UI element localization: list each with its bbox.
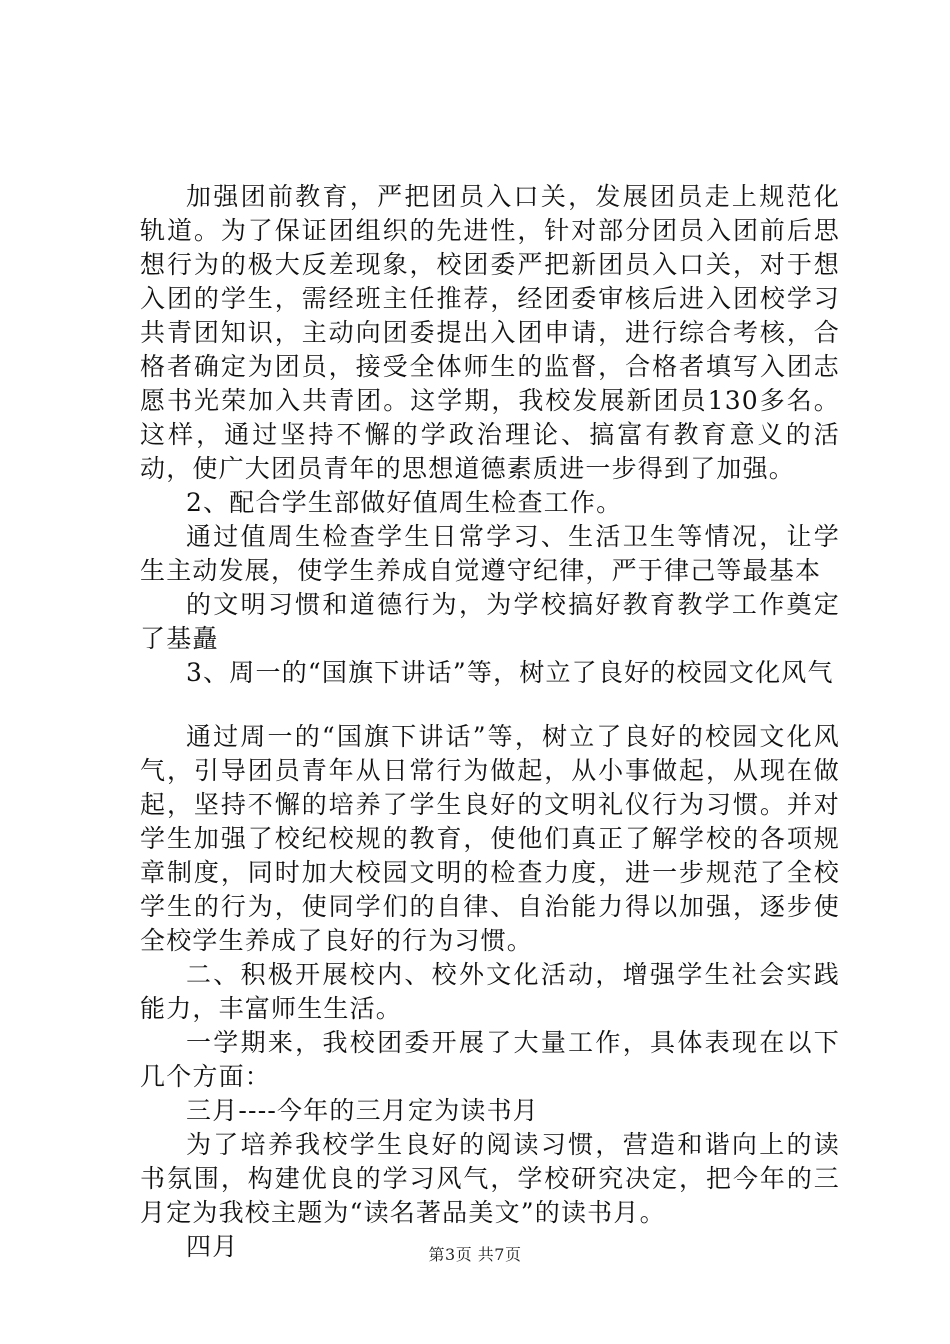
paragraph-duty-inspection: 通过值周生检查学生日常学习、生活卫生等情况，让学生主动发展，使学生养成自觉遵守纪律，严于律己等最基本 xyxy=(140,522,840,585)
paragraph-work-summary: 一学期来，我校团委开展了大量工作，具体表现在以下几个方面： xyxy=(140,1028,840,1091)
heading-cultural-activities: 二、积极开展校内、校外文化活动，增强学生社会实践能力，丰富师生生活。 xyxy=(140,960,840,1023)
heading-flag-speech: 3、周一的“国旗下讲话”等，树立了良好的校园文化风气 xyxy=(186,658,834,687)
page-footer xyxy=(0,1242,950,1265)
heading-march-reading-month: 三月----今年的三月定为读书月 xyxy=(186,1096,539,1125)
heading-duty-inspection: 2、配合学生部做好值周生检查工作。 xyxy=(186,488,623,517)
paragraph-duty-inspection-continued: 的文明习惯和道德行为，为学校搞好教育教学工作奠定了基矗 xyxy=(140,590,840,653)
paragraph-training: 加强团前教育，严把团员入口关，发展团员走上规范化轨道。为了保证团组织的先进性，针对部分团员入团前后思想行为的极大反差现象，校团委严把新团员入口关，对于想入团的学生，需经班主任推荐，经团委审核后进入团校学习共青团知识，主动向团委提出入团申请，进行综合考核，合格者确定为团员，接受全体师生的监督，合格者填写入团志愿书光荣加入共青团。这学期，我校发展新团员130多名。这样，通过坚持不懈的学政治理论、搞富有教育意义的活动，使广大团员青年的思想道德素质进一步得到了加强。 xyxy=(140,182,840,483)
paragraph-reading-month: 为了培养我校学生良好的阅读习惯，营造和谐向上的读书氛围，构建优良的学习风气，学校研究决定，把今年的三月定为我校主题为“读名著品美文”的读书月。 xyxy=(140,1130,840,1227)
page-number: 第3页 共7页 xyxy=(428,1245,522,1264)
paragraph-flag-speech: 通过周一的“国旗下讲话”等，树立了良好的校园文化风气，引导团员青年从日常行为做起，从小事做起，从现在做起，坚持不懈的培养了学生良好的文明礼仪行为习惯。并对学生加强了校纪校规的教育，使他们真正了解学校的各项规章制度，同时加大校园文明的检查力度，进一步规范了全校学生的行为，使同学们的自律、自治能力得以加强，逐步使全校学生养成了良好的行为习惯。 xyxy=(140,722,840,955)
document-body xyxy=(140,180,840,1264)
heading-april: 四月 xyxy=(186,1232,239,1261)
